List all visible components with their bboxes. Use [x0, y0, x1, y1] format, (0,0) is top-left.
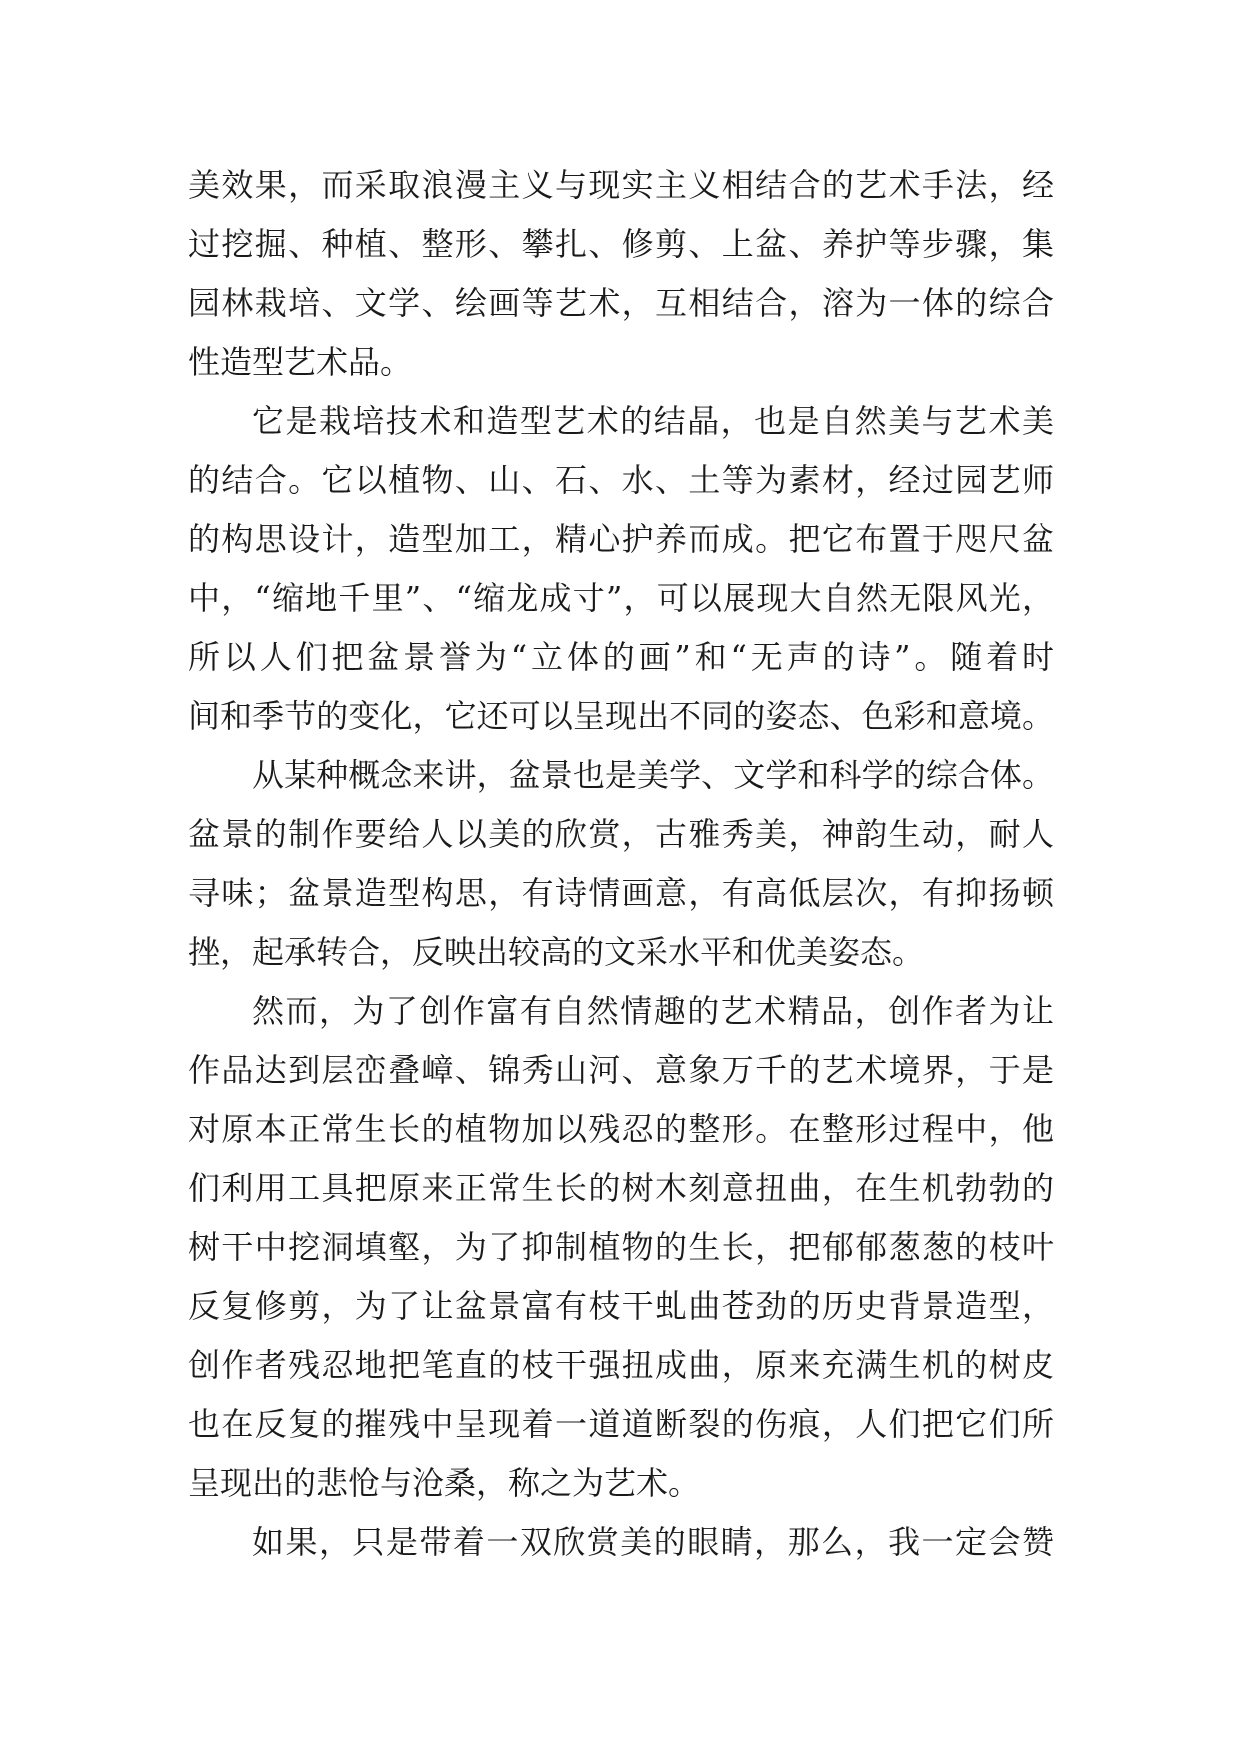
- text-line: 间和季节的变化，它还可以呈现出不同的姿态、色彩和意境。: [188, 697, 1054, 735]
- text-line: 寻味；盆景造型构思，有诗情画意，有高低层次，有抑扬顿: [188, 874, 1054, 912]
- text-line: 对原本正常生长的植物加以残忍的整形。在整形过程中，他: [188, 1110, 1054, 1148]
- text-line: 性造型艺术品。: [188, 343, 413, 381]
- text-line: 中，“缩地千里”、“缩龙成寸”，可以展现大自然无限风光，: [188, 579, 1054, 617]
- paragraph-first-line: 如果，只是带着一双欣赏美的眼睛，那么，我一定会赞: [252, 1523, 1054, 1561]
- text-line: 的结合。它以植物、山、石、水、土等为素材，经过园艺师: [188, 461, 1054, 499]
- text-line: 树干中挖洞填壑，为了抑制植物的生长，把郁郁葱葱的枝叶: [188, 1228, 1054, 1266]
- paragraph-first-line: 然而，为了创作富有自然情趣的艺术精品，创作者为让: [252, 992, 1054, 1030]
- text-line: 反复修剪，为了让盆景富有枝干虬曲苍劲的历史背景造型，: [188, 1287, 1054, 1325]
- text-line: 挫，起承转合，反映出较高的文采水平和优美姿态。: [188, 933, 925, 971]
- text-line: 美效果，而采取浪漫主义与现实主义相结合的艺术手法，经: [188, 166, 1054, 204]
- text-line: 盆景的制作要给人以美的欣赏，古雅秀美，神韵生动，耐人: [188, 815, 1054, 853]
- paragraph-first-line: 它是栽培技术和造型艺术的结晶，也是自然美与艺术美: [252, 402, 1054, 440]
- text-line: 过挖掘、种植、整形、攀扎、修剪、上盆、养护等步骤，集: [188, 225, 1054, 263]
- text-line: 也在反复的摧残中呈现着一道道断裂的伤痕，人们把它们所: [188, 1405, 1054, 1443]
- body-text: [188, 156, 1054, 1572]
- text-line: 的构思设计，造型加工，精心护养而成。把它布置于咫尺盆: [188, 520, 1054, 558]
- paragraph-first-line: 从某种概念来讲，盆景也是美学、文学和科学的综合体。: [252, 756, 1054, 794]
- text-line: 们利用工具把原来正常生长的树木刻意扭曲，在生机勃勃的: [188, 1169, 1054, 1207]
- text-line: 呈现出的悲怆与沧桑，称之为艺术。: [188, 1464, 701, 1502]
- text-line: 园林栽培、文学、绘画等艺术，互相结合，溶为一体的综合: [188, 284, 1054, 322]
- text-line: 创作者残忍地把笔直的枝干强扭成曲，原来充满生机的树皮: [188, 1346, 1054, 1384]
- text-line: 所以人们把盆景誉为“立体的画”和“无声的诗”。随着时: [188, 638, 1054, 676]
- text-line: 作品达到层峦叠嶂、锦秀山河、意象万千的艺术境界，于是: [188, 1051, 1054, 1089]
